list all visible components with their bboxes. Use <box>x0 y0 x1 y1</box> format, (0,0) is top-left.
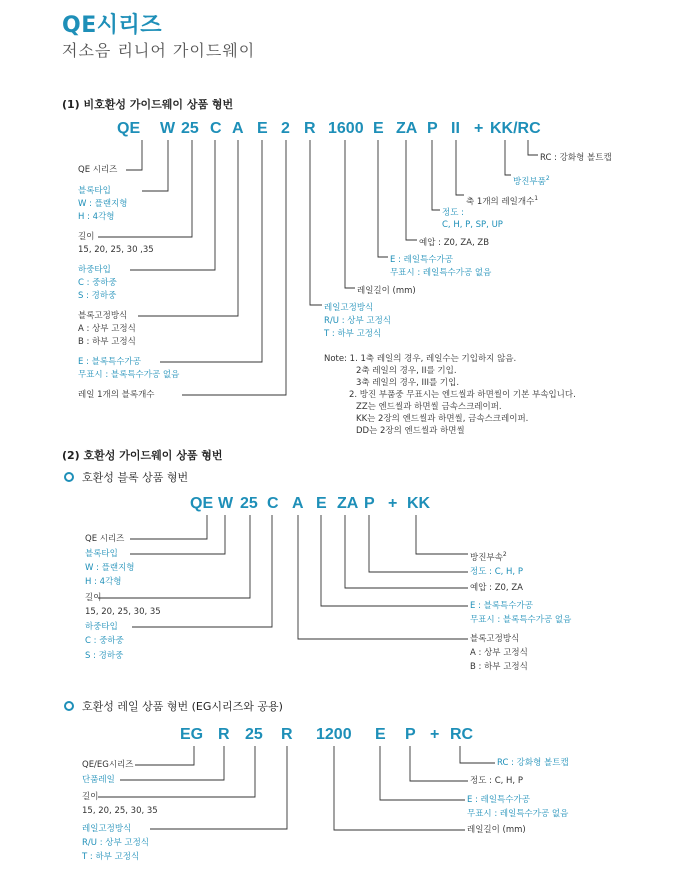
label-rc: RC : 강화형 볼트캡 <box>497 758 569 768</box>
page-title: QE시리즈 <box>62 13 162 38</box>
label-eblock-none: 무표시 : 블록특수가공 없음 <box>470 615 572 625</box>
label-fix-a: A : 상부 고정식 <box>470 648 528 658</box>
code-part: E <box>316 495 327 512</box>
code-part: R <box>218 726 230 743</box>
label-load-c: C : 중하중 <box>78 278 117 288</box>
note-line: 2. 방진 부품중 무표시는 엔드씰과 하면씰이 기본 부속입니다. <box>349 390 576 400</box>
connector-line <box>528 140 538 155</box>
connector-line <box>126 140 142 170</box>
label-rail-fix-ru: R/U : 상부 고정식 <box>324 316 392 326</box>
connector-line <box>182 140 286 395</box>
note-line: 2축 레일의 경우, II를 기입. <box>356 366 457 376</box>
connector-line <box>132 515 272 627</box>
code-part: R <box>281 726 293 743</box>
label-load-s: S : 경하중 <box>85 651 124 661</box>
connector-line <box>380 746 465 800</box>
code-part: 1200 <box>316 726 352 743</box>
code-part: 25 <box>240 495 258 512</box>
note-line: DD는 2장의 엔드씰과 하면씰 <box>356 426 465 436</box>
label-precision: 정도 : C, H, P <box>470 567 523 577</box>
label-erail-none: 무표시 : 레일특수가공 없음 <box>467 809 569 819</box>
note-line: Note: 1. 1축 레일의 경우, 레일수는 기입하지 않음. <box>324 354 517 364</box>
connector-line <box>345 515 468 588</box>
connector-line <box>432 140 440 210</box>
code-part: A <box>292 495 304 512</box>
label-rail-fix: 레일고정방식 <box>324 303 374 313</box>
connector-line <box>406 140 417 240</box>
code-part: W <box>160 120 176 137</box>
label-block-w: W : 플랜지형 <box>78 199 128 209</box>
label-eblock-none: 무표시 : 블록특수가공 없음 <box>78 370 180 380</box>
connector-line <box>98 746 255 797</box>
label-block-h: H : 4각형 <box>85 577 122 587</box>
label-dust: 방진부속$^2$ <box>470 551 507 563</box>
code-part: + <box>430 726 440 743</box>
label-load-s: S : 경하중 <box>78 291 117 301</box>
code-part: KK/RC <box>490 120 541 137</box>
connector-line <box>138 140 238 316</box>
subsection-b-heading: 호환성 레일 상품 형번 (EG시리즈와 공용) <box>82 700 283 713</box>
label-rail-fix-t: T : 하부 고정식 <box>324 329 382 339</box>
connector-line <box>130 515 207 539</box>
label-erail-none: 무표시 : 레일특수가공 없음 <box>390 268 492 278</box>
code-part: QE <box>117 120 141 137</box>
code-part: C <box>210 120 222 137</box>
connector-line <box>160 140 262 362</box>
code-part: A <box>232 120 244 137</box>
connector-line <box>135 746 194 765</box>
label-rail-length: 레일길이 (mm) <box>467 825 526 835</box>
connector-line <box>345 140 355 288</box>
connector-line <box>298 515 468 639</box>
code-part: II <box>451 120 460 137</box>
label-rail-fix-t: T : 하부 고정식 <box>82 852 140 862</box>
label-length: 길이 <box>82 792 99 802</box>
code-part: P <box>427 120 438 137</box>
connector-line <box>321 515 468 606</box>
code-part: + <box>388 495 398 512</box>
label-rails-axis: 축 1개의 레일개수$^1$ <box>466 195 539 207</box>
connector-line <box>310 140 322 305</box>
connector-line <box>150 746 287 829</box>
note-line: KK는 2장의 엔드씰과 하면씰, 금속스크레이퍼. <box>356 414 529 424</box>
label-rail-length: 레일길이 (mm) <box>357 286 416 296</box>
label-precision: 정도 : <box>442 208 464 218</box>
connector-line <box>460 746 495 763</box>
connector-line <box>98 515 250 598</box>
label-rail-single: 단품레일 <box>82 775 115 785</box>
code-part: 2 <box>281 120 290 137</box>
label-load-c: C : 중하중 <box>85 636 124 646</box>
label-length-vals: 15, 20, 25, 30 ,35 <box>78 245 154 255</box>
label-block-h: H : 4각형 <box>78 212 115 222</box>
connector-line <box>130 140 215 270</box>
note-line: ZZ는 엔드씰과 하면씰 금속스크레이퍼. <box>356 402 502 412</box>
connector-line <box>378 140 388 257</box>
connector-line <box>369 515 468 572</box>
label-block-type: 블록타입 <box>78 186 111 196</box>
connector-line <box>98 140 192 237</box>
label-load: 하중타입 <box>85 622 118 632</box>
connector-line <box>505 140 511 175</box>
label-fix-b: B : 하부 고정식 <box>78 337 136 347</box>
label-precision: 정도 : C, H, P <box>470 776 523 786</box>
connector-line <box>120 746 224 780</box>
label-fix: 블록고정방식 <box>78 311 128 321</box>
code-part: C <box>267 495 279 512</box>
label-rc: RC : 강화형 볼트캡 <box>540 153 612 163</box>
connector-line <box>142 140 168 191</box>
label-fix-a: A : 상부 고정식 <box>78 324 136 334</box>
section2-heading: (2) 호환성 가이드웨이 상품 형번 <box>62 449 223 462</box>
label-length: 길이 <box>85 593 102 603</box>
label-dust: 방진부품$^2$ <box>513 175 550 187</box>
label-preload: 예압 : Z0, ZA <box>470 583 523 593</box>
code-part: RC <box>450 726 474 743</box>
label-preload: 예압 : Z0, ZA, ZB <box>419 238 490 248</box>
code-part: EG <box>180 726 204 743</box>
page-subtitle: 저소음 리니어 가이드웨이 <box>62 41 256 60</box>
label-blocks-per-rail: 레일 1개의 블록개수 <box>78 390 155 400</box>
code-part: E <box>257 120 268 137</box>
connector-line <box>130 515 225 554</box>
code-part: QE <box>190 495 214 512</box>
note-line: 3축 레일의 경우, III를 기입. <box>356 378 460 388</box>
label-series: QE/EG시리즈 <box>82 760 134 770</box>
label-series: QE 시리즈 <box>78 165 118 175</box>
label-rail-fix-ru: R/U : 상부 고정식 <box>82 838 150 848</box>
code-part: P <box>364 495 375 512</box>
connector-line <box>410 746 468 781</box>
code-part: 25 <box>245 726 263 743</box>
code-part: ZA <box>337 495 359 512</box>
label-block-w: W : 플랜지형 <box>85 563 135 573</box>
code-part: 25 <box>181 120 199 137</box>
label-rail-fix: 레일고정방식 <box>82 824 132 834</box>
code-part: 1600 <box>328 120 364 137</box>
label-eblock: E : 블록특수가공 <box>470 601 533 611</box>
code-part: W <box>218 495 234 512</box>
label-precision-vals: C, H, P, SP, UP <box>442 220 503 230</box>
label-block-type: 블록타입 <box>85 549 118 559</box>
connector-line <box>334 746 465 830</box>
label-length-vals: 15, 20, 25, 30, 35 <box>85 607 161 617</box>
code-part: KK <box>407 495 431 512</box>
subsection-a-heading: 호환성 블록 상품 형번 <box>82 471 189 484</box>
label-eblock: E : 블록특수가공 <box>78 357 141 367</box>
label-erail: E : 레일특수가공 <box>390 255 453 265</box>
code-part: R <box>304 120 316 137</box>
connector-line <box>456 140 464 195</box>
label-fix-b: B : 하부 고정식 <box>470 662 528 672</box>
code-part: P <box>405 726 416 743</box>
code-part: E <box>375 726 386 743</box>
code-part: E <box>373 120 384 137</box>
label-erail: E : 레일특수가공 <box>467 795 530 805</box>
label-load: 하중타입 <box>78 265 111 275</box>
code-part: + <box>474 120 484 137</box>
label-length-vals: 15, 20, 25, 30, 35 <box>82 806 158 816</box>
label-fix: 블록고정방식 <box>470 634 520 644</box>
code-part: ZA <box>396 120 418 137</box>
label-series: QE 시리즈 <box>85 534 125 544</box>
section1-heading: (1) 비호환성 가이드웨이 상품 형번 <box>62 98 234 111</box>
label-length: 길이 <box>78 232 95 242</box>
connector-line <box>416 515 468 554</box>
